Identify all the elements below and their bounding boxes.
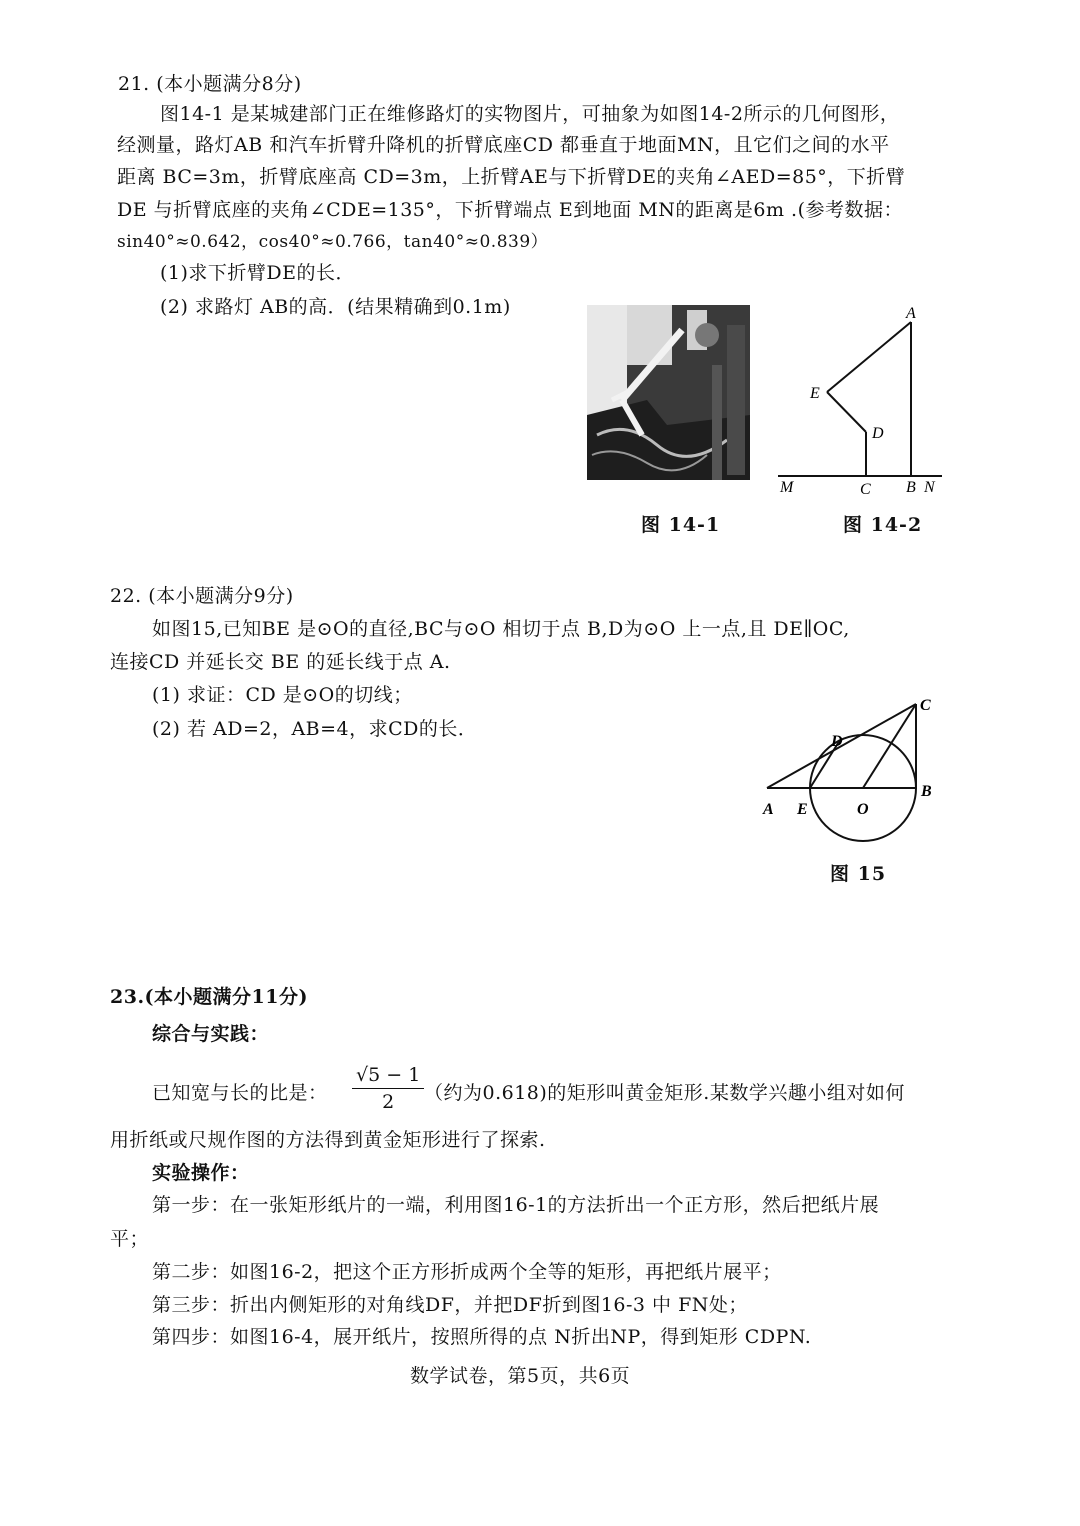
label-e: E	[810, 385, 820, 402]
q23-step-3: 第三步：折出内侧矩形的对角线DF，并把DF折到图16-3 中 FN处；	[152, 1294, 748, 1316]
q22-header: 22. (本小题满分9分)	[110, 585, 294, 607]
label-o: O	[857, 801, 869, 818]
q22-sub-2: (2) 若 AD=2，AB=4，求CD的长．	[152, 718, 478, 740]
upper-arm-ae	[827, 322, 911, 392]
q23-intro-suffix: （约为0.618)的矩形叫黄金矩形.某数学兴趣小组对如何	[424, 1082, 905, 1104]
photo-illustration	[587, 305, 750, 480]
q21-sub-2: (2) 求路灯 AB的高．(结果精确到0.1m)	[160, 296, 511, 318]
figure-15-diagram	[755, 690, 945, 850]
label-c: C	[920, 697, 931, 714]
q21-header: 21. (本小题满分8分)	[118, 73, 302, 95]
q23-header: 23.(本小题满分11分)	[110, 986, 308, 1008]
q22-line-1: 如图15,已知BE 是⊙O的直径,BC与⊙O 相切于点 B,D为⊙O 上一点,且 DE∥OC,	[152, 618, 850, 640]
label-n: N	[924, 479, 935, 496]
q23-intro-line-2: 用折纸或尺规作图的方法得到黄金矩形进行了探索.	[110, 1129, 546, 1151]
fraction-numerator: √5 − 1	[352, 1064, 424, 1089]
label-a: A	[906, 305, 916, 322]
label-b: B	[906, 479, 916, 496]
q21-line-2: 经测量，路灯AB 和汽车折臂升降机的折臂底座CD 都垂直于地面MN，且它们之间的水平	[117, 134, 890, 156]
q21-line-1: 图14-1 是某城建部门正在维修路灯的实物图片，可抽象为如图14-2所示的几何图形，	[160, 103, 900, 125]
q21-line-4: DE 与折臂底座的夹角∠CDE=135°，下折臂端点 E到地面 MN的距离是6m .(参考数据：	[117, 199, 904, 221]
q23-step-1: 第一步：在一张矩形纸片的一端，利用图16-1的方法折出一个正方形，然后把纸片展	[152, 1194, 880, 1216]
label-e: E	[797, 801, 808, 818]
lower-arm-de	[827, 392, 866, 432]
label-m: M	[780, 479, 794, 496]
figure-14-2-caption: 图 14-2	[843, 514, 923, 536]
q23-step-2: 第二步：如图16-2，把这个正方形折成两个全等的矩形，再把纸片展平；	[152, 1261, 782, 1283]
label-c: C	[860, 481, 871, 498]
q23-section-practice: 综合与实践：	[152, 1023, 270, 1045]
figure-14-1-photo	[587, 305, 750, 480]
q23-step-1-cont: 平；	[110, 1228, 150, 1250]
page-footer: 数学试卷，第5页，共6页	[410, 1365, 631, 1387]
fraction-denominator: 2	[382, 1091, 395, 1113]
q23-section-experiment: 实验操作：	[152, 1162, 250, 1184]
label-b: B	[921, 783, 932, 800]
figure-14-1-caption: 图 14-1	[641, 514, 721, 536]
figure-14-2-diagram	[770, 300, 950, 500]
q22-line-2: 连接CD 并延长交 BE 的延长线于点 A.	[110, 651, 451, 673]
label-d: D	[872, 425, 884, 442]
label-a: A	[763, 801, 774, 818]
label-d: D	[831, 733, 843, 750]
q21-sub-1: (1)求下折臂DE的长．	[160, 262, 356, 284]
golden-ratio-fraction	[352, 1064, 424, 1113]
q23-step-4: 第四步：如图16-4，展开纸片，按照所得的点 N折出NP，得到矩形 CDPN.	[152, 1326, 812, 1348]
line-oc	[863, 704, 916, 788]
q21-line-3: 距离 BC=3m，折臂底座高 CD=3m，上折臂AE与下折臂DE的夹角∠AED=85°，下折臂	[117, 166, 906, 188]
q23-intro-prefix: 已知宽与长的比是：	[152, 1082, 328, 1104]
figure-15-caption: 图 15	[830, 863, 887, 885]
q21-line-5: sin40°≈0.642，cos40°≈0.766，tan40°≈0.839）	[117, 232, 549, 252]
q22-sub-1: (1) 求证：CD 是⊙O的切线；	[152, 684, 413, 706]
